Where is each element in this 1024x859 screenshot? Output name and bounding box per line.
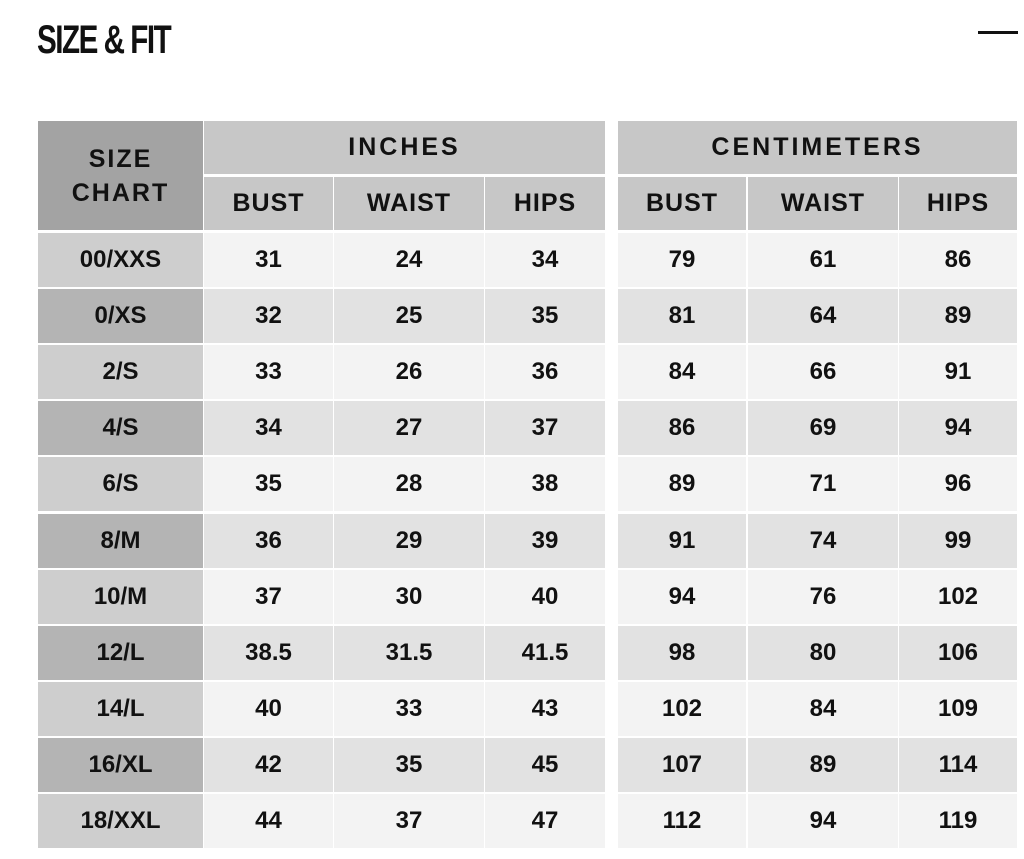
size-label: 10/M	[38, 570, 203, 624]
size-chart-header	[38, 121, 203, 230]
measurement-inches-hips: 34	[485, 233, 605, 287]
collapse-button[interactable]	[978, 20, 1020, 44]
measurement-inches-hips: 40	[485, 570, 605, 624]
measurement-inches-waist: 31.5	[334, 626, 484, 680]
size-label: 4/S	[38, 401, 203, 455]
measurement-inches-bust: 38.5	[204, 626, 333, 680]
measurement-cm-waist: 89	[748, 738, 898, 792]
column-header-cm-waist: WAIST	[748, 177, 898, 230]
measurement-inches-hips: 35	[485, 289, 605, 343]
measurement-cm-hips: 86	[899, 233, 1017, 287]
size-label: 8/M	[38, 514, 203, 568]
page-title: SIZE & FIT	[37, 18, 171, 62]
measurement-inches-bust: 42	[204, 738, 333, 792]
size-label: 12/L	[38, 626, 203, 680]
measurement-cm-hips: 91	[899, 345, 1017, 399]
size-label: 0/XS	[38, 289, 203, 343]
measurement-cm-waist: 66	[748, 345, 898, 399]
size-label: 2/S	[38, 345, 203, 399]
measurement-cm-hips: 109	[899, 682, 1017, 736]
measurement-cm-bust: 94	[618, 570, 746, 624]
measurement-inches-bust: 40	[204, 682, 333, 736]
measurement-inches-bust: 44	[204, 794, 333, 848]
measurement-cm-bust: 84	[618, 345, 746, 399]
measurement-cm-waist: 74	[748, 514, 898, 568]
measurement-cm-waist: 76	[748, 570, 898, 624]
column-header-inches-hips: HIPS	[485, 177, 605, 230]
measurement-cm-hips: 119	[899, 794, 1017, 848]
measurement-inches-waist: 37	[334, 794, 484, 848]
measurement-inches-waist: 29	[334, 514, 484, 568]
measurement-inches-hips: 37	[485, 401, 605, 455]
measurement-inches-hips: 36	[485, 345, 605, 399]
minus-icon	[978, 31, 1018, 34]
measurement-cm-bust: 107	[618, 738, 746, 792]
measurement-cm-hips: 94	[899, 401, 1017, 455]
column-header-inches-waist: WAIST	[334, 177, 484, 230]
measurement-inches-bust: 37	[204, 570, 333, 624]
measurement-inches-bust: 35	[204, 457, 333, 511]
measurement-cm-bust: 86	[618, 401, 746, 455]
size-label: 18/XXL	[38, 794, 203, 848]
measurement-cm-bust: 112	[618, 794, 746, 848]
measurement-cm-waist: 94	[748, 794, 898, 848]
measurement-cm-waist: 64	[748, 289, 898, 343]
size-label: 16/XL	[38, 738, 203, 792]
measurement-cm-waist: 61	[748, 233, 898, 287]
measurement-cm-hips: 89	[899, 289, 1017, 343]
size-label: 14/L	[38, 682, 203, 736]
column-header-cm-hips: HIPS	[899, 177, 1017, 230]
measurement-cm-bust: 81	[618, 289, 746, 343]
measurement-inches-hips: 38	[485, 457, 605, 511]
measurement-cm-waist: 71	[748, 457, 898, 511]
size-label: 6/S	[38, 457, 203, 511]
measurement-inches-bust: 34	[204, 401, 333, 455]
inches-header: INCHES	[204, 121, 605, 174]
size-chart-header-line: SIZE	[88, 144, 153, 173]
measurement-inches-waist: 27	[334, 401, 484, 455]
centimeters-header: CENTIMETERS	[618, 121, 1017, 174]
measurement-inches-bust: 36	[204, 514, 333, 568]
measurement-inches-hips: 41.5	[485, 626, 605, 680]
measurement-inches-bust: 32	[204, 289, 333, 343]
measurement-inches-waist: 35	[334, 738, 484, 792]
measurement-cm-hips: 102	[899, 570, 1017, 624]
column-header-inches-bust: BUST	[204, 177, 333, 230]
measurement-cm-hips: 106	[899, 626, 1017, 680]
measurement-cm-bust: 91	[618, 514, 746, 568]
measurement-cm-bust: 102	[618, 682, 746, 736]
measurement-inches-hips: 47	[485, 794, 605, 848]
measurement-cm-bust: 98	[618, 626, 746, 680]
measurement-inches-bust: 33	[204, 345, 333, 399]
size-chart-header-line: CHART	[71, 178, 170, 207]
measurement-inches-waist: 25	[334, 289, 484, 343]
measurement-cm-hips: 96	[899, 457, 1017, 511]
measurement-inches-waist: 30	[334, 570, 484, 624]
measurement-inches-waist: 24	[334, 233, 484, 287]
measurement-inches-hips: 39	[485, 514, 605, 568]
measurement-cm-hips: 114	[899, 738, 1017, 792]
measurement-cm-waist: 80	[748, 626, 898, 680]
measurement-inches-bust: 31	[204, 233, 333, 287]
size-label: 00/XXS	[38, 233, 203, 287]
measurement-inches-waist: 33	[334, 682, 484, 736]
measurement-inches-hips: 43	[485, 682, 605, 736]
measurement-inches-hips: 45	[485, 738, 605, 792]
measurement-cm-waist: 69	[748, 401, 898, 455]
measurement-cm-hips: 99	[899, 514, 1017, 568]
measurement-inches-waist: 28	[334, 457, 484, 511]
measurement-cm-waist: 84	[748, 682, 898, 736]
measurement-cm-bust: 79	[618, 233, 746, 287]
measurement-inches-waist: 26	[334, 345, 484, 399]
measurement-cm-bust: 89	[618, 457, 746, 511]
column-header-cm-bust: BUST	[618, 177, 746, 230]
